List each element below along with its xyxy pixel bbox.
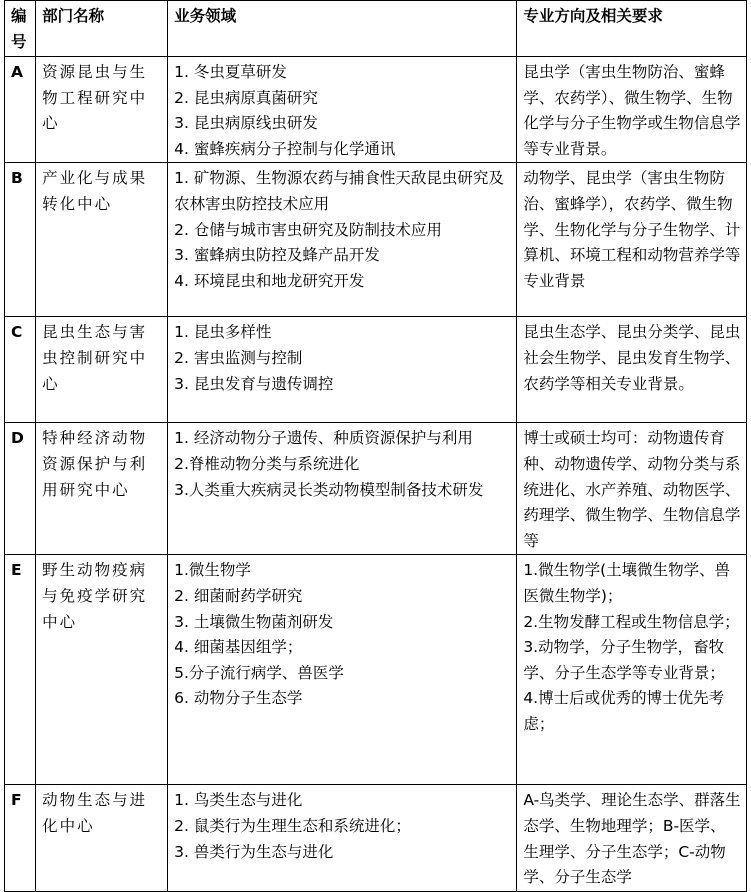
business-item: 1. 鸟类生态与进化	[174, 791, 303, 810]
business-item: 2. 仓储与城市害虫研究及防制技术应用	[174, 220, 442, 239]
row-code: D	[5, 423, 36, 555]
row-requirements	[517, 317, 747, 423]
row-dept: 野生动物疫病与免疫学研究中心	[36, 555, 168, 785]
business-item: 4. 细菌基因组学；	[174, 638, 303, 657]
business-item: 1.微生物学	[174, 561, 251, 580]
requirement-item: 2.生物发酵工程或生物信息学；	[523, 612, 740, 631]
business-item: 6. 动物分子生态学	[174, 689, 303, 708]
row-business	[168, 423, 517, 555]
table-row	[5, 317, 747, 423]
business-item: 2. 鼠类行为生理生态和系统进化；	[174, 816, 411, 835]
table-row	[5, 785, 747, 891]
department-table	[4, 0, 747, 892]
row-dept: 昆虫生态与害虫控制研究中心	[36, 317, 168, 423]
table-row	[5, 423, 747, 555]
row-business	[168, 785, 517, 891]
requirement-item: 动物学、昆虫学（害虫生物防治、蜜蜂学），农药学、微生物学、生物化学与分子生物学、计算机、环境工程和动物营养学等专业背景	[523, 169, 741, 290]
business-item: 3. 昆虫发育与遗传调控	[174, 374, 334, 393]
requirement-item: 博士或硕士均可：动物遗传育种、动物遗传学、动物分类与系统进化、水产养殖、动物医学、药理学、微生物学、生物信息学等	[523, 429, 741, 550]
business-item: 3. 昆虫病原线虫研发	[174, 114, 318, 133]
table-row	[5, 57, 747, 163]
business-item: 5.分子流行病学、兽医学	[174, 663, 344, 682]
row-code: E	[5, 555, 36, 785]
header-business: 业务领域	[168, 1, 517, 57]
row-code: A	[5, 57, 36, 163]
row-dept: 动物生态与进化中心	[36, 785, 168, 891]
header-code: 编号	[5, 1, 36, 57]
requirement-item: 昆虫生态学、昆虫分类学、昆虫社会生物学、昆虫发育生物学、农药学等相关专业背景。	[523, 323, 741, 393]
business-item: 3. 蜜蜂病虫防控及蜂产品开发	[174, 246, 380, 265]
row-requirements	[517, 555, 747, 785]
requirement-item: 1.微生物学(土壤微生物学、兽医微生物学)；	[523, 561, 731, 605]
row-dept: 资源昆虫与生物工程研究中心	[36, 57, 168, 163]
business-item: 3.人类重大疾病灵长类动物模型制备技术研发	[174, 480, 484, 499]
row-dept: 产业化与成果转化中心	[36, 163, 168, 317]
requirement-item: A-鸟类学、理论生态学、群落生态学、生物地理学；B-医学、生理学、分子生态学；C-动物学、分子生态学	[523, 791, 741, 887]
row-requirements	[517, 57, 747, 163]
row-dept: 特种经济动物资源保护与利用研究中心	[36, 423, 168, 555]
business-item: 2. 细菌耐药学研究	[174, 586, 303, 605]
business-item: 2. 昆虫病原真菌研究	[174, 88, 318, 107]
business-item: 2. 害虫监测与控制	[174, 348, 303, 367]
row-requirements	[517, 423, 747, 555]
business-item: 3. 兽类行为生态与进化	[174, 842, 334, 861]
business-item: 1. 冬虫夏草研发	[174, 63, 287, 81]
business-item: 3. 土壤微生物菌剂研发	[174, 612, 334, 631]
row-requirements	[517, 163, 747, 317]
business-item: 4. 环境昆虫和地龙研究开发	[174, 271, 365, 290]
header-dept: 部门名称	[36, 1, 168, 57]
header-row	[5, 1, 747, 57]
row-code: B	[5, 163, 36, 317]
business-item: 1. 矿物源、生物源农药与捕食性天敌昆虫研究及农林害虫防控技术应用	[174, 169, 504, 213]
business-item: 1. 昆虫多样性	[174, 323, 272, 342]
row-business	[168, 163, 517, 317]
row-business	[168, 57, 517, 163]
business-item: 2.脊椎动物分类与系统进化	[174, 454, 360, 473]
business-item: 4. 蜜蜂疾病分子控制与化学通讯	[174, 139, 396, 158]
requirement-item: 4.博士后或优秀的博士优先考虑；	[523, 689, 725, 733]
row-code: C	[5, 317, 36, 423]
row-requirements	[517, 785, 747, 891]
table-row	[5, 555, 747, 785]
requirement-item: 昆虫学（害虫生物防治、蜜蜂学、农药学）、微生物学、生物化学与分子生物学或生物信息学等专业背景。	[523, 63, 741, 158]
requirement-item: 3.动物学，分子生物学，畜牧学、分子生态学等专业背景；	[523, 638, 725, 682]
table-row	[5, 163, 747, 317]
row-business	[168, 317, 517, 423]
row-code: F	[5, 785, 36, 891]
business-item: 1. 经济动物分子遗传、种质资源保护与利用	[174, 429, 473, 448]
header-requirements: 专业方向及相关要求	[517, 1, 747, 57]
row-business	[168, 555, 517, 785]
